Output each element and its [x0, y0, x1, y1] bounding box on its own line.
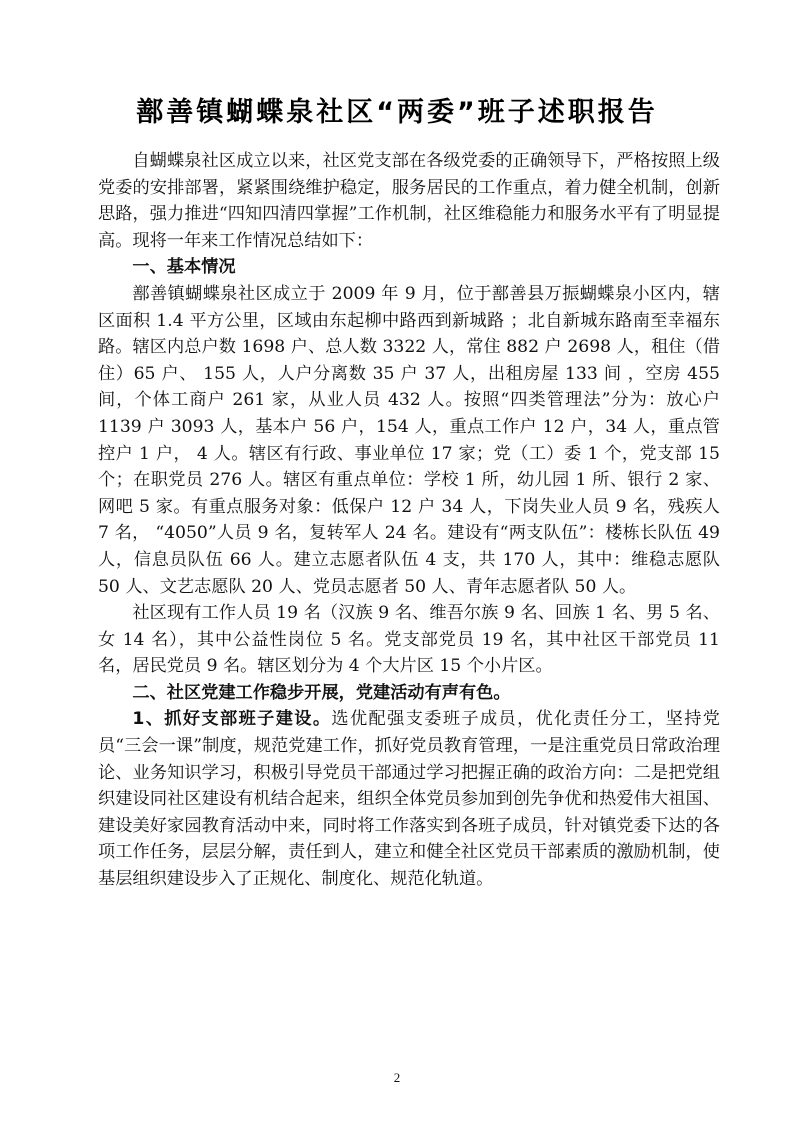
section-2-lead: 1、抓好支部班子建设。	[132, 709, 332, 730]
section-2-text: 选优配强支委班子成员，优化责任分工，坚持党员“三会一课”制度，规范党建工作，抓好党员教育管理，一是注重党员日常政治理论、业务知识学习，积极引导党员干部通过学习把握正确的政治方向：二是把党组织建设同社区建设有机结合起来，组织全体党员参加到创先争优和热爱伟大祖国、建设美好家园教育活动中来，同时将工作落实到各班子成员，针对镇党委下达的各项工作任务，层层分解，责任到人，建立和健全社区党员干部素质的激励机制，使基层组织建设步入了正规化、制度化、规范化轨道。	[98, 709, 720, 890]
section-2-paragraph	[98, 706, 720, 892]
section-1-paragraph-2: 社区现有工作人员 19 名（汉族 9 名、维吾尔族 9 名、回族 1 名、男 5 名、女 14 名），其中公益性岗位 5 名。党支部党员 19 名，其中社区干部党员 11 名，居民党员 9 名。辖区划分为 4 个大片区 15 个小片区。	[98, 603, 720, 677]
section-1-paragraph-1: 鄯善镇蝴蝶泉社区成立于 2009 年 9 月，位于鄯善县万振蝴蝶泉小区内，辖区面积 1.4 平方公里，区域由东起柳中路西到新城路 ；北自新城东路南至幸福东路。辖区内总户数 1698 户、总人数 3322 人，常住 882 户 2698 人，租住（借住）65 户、 155 人，人户分离数 35 户 37 人，出租房屋 133 间 ，空房 455 间，个体工商户 261 家，从业人员 432 人。按照“四类管理法”分为：放心户 1139 户 3093 人，基本户 56 户，154 人，重点工作户 12 户，34 人，重点管控户 1 户， 4 人。辖区有行政、事业单位 17 家；党（工）委 1 个，党支部 15 个；在职党员 276 人。辖区有重点单位：学校 1 所，幼儿园 1 所、银行 2 家、网吧 5 家。有重点服务对象：低保户 12 户 34 人，下岗失业人员 9 名，残疾人 7 名， “4050”人员 9 名，复转军人 24 名。建设有“两支队伍”：楼栋长队伍 49 人，信息员队伍 66 人。建立志愿者队伍 4 支，共 170 人，其中：维稳志愿队 50 人、文艺志愿队 20 人、党员志愿者 50 人、青年志愿者队 50 人。	[98, 283, 720, 597]
document-body	[98, 148, 720, 893]
intro-paragraph: 自蝴蝶泉社区成立以来，社区党支部在各级党委的正确领导下，严格按照上级党委的安排部署，紧紧围绕维护稳定，服务居民的工作重点，着力健全机制，创新思路，强力推进“四知四清四掌握”工作机制，社区维稳能力和服务水平有了明显提高。现将一年来工作情况总结如下：	[98, 151, 720, 251]
section-1-heading: 一、基本情况	[132, 257, 236, 278]
document-title: 鄯善镇蝴蝶泉社区“两委”班子述职报告	[136, 97, 658, 128]
section-2-heading: 二、社区党建工作稳步开展，党建活动有声有色。	[132, 682, 511, 703]
page-number: 2	[393, 1070, 401, 1085]
